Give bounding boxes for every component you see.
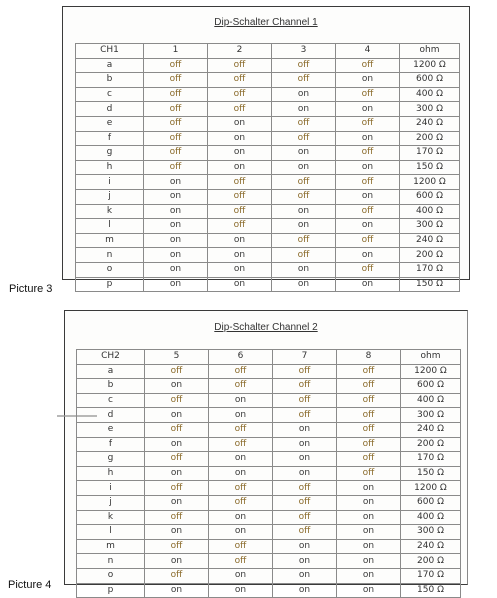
row-label: e bbox=[77, 422, 145, 437]
switch-state: on bbox=[209, 568, 273, 583]
table-row bbox=[77, 510, 461, 525]
switch-state: on bbox=[209, 466, 273, 481]
switch-state: on bbox=[272, 87, 336, 102]
row-label: e bbox=[76, 116, 144, 131]
switch-state: off bbox=[273, 510, 337, 525]
ohm-value: 150 Ω bbox=[400, 277, 460, 292]
switch-state: off bbox=[144, 116, 208, 131]
switch-state: on bbox=[208, 131, 272, 146]
switch-state: off bbox=[145, 422, 209, 437]
switch-state: off bbox=[336, 116, 400, 131]
switch-state: off bbox=[208, 204, 272, 219]
switch-state: off bbox=[337, 408, 401, 423]
table-row bbox=[77, 379, 461, 394]
row-label: c bbox=[77, 393, 145, 408]
ohm-value: 240 Ω bbox=[401, 422, 461, 437]
row-label: j bbox=[77, 495, 145, 510]
switch-state: on bbox=[144, 277, 208, 292]
scan-title-channel-2: Dip-Schalter Channel 2 bbox=[214, 322, 318, 333]
table-row bbox=[77, 422, 461, 437]
table-row bbox=[76, 160, 460, 175]
switch-state: off bbox=[337, 437, 401, 452]
switch-state: on bbox=[273, 422, 337, 437]
ohm-value: 200 Ω bbox=[400, 248, 460, 263]
switch-state: on bbox=[209, 510, 273, 525]
switch-state: on bbox=[144, 189, 208, 204]
caption-picture-4: Picture 4 bbox=[8, 579, 52, 591]
row-label: g bbox=[77, 452, 145, 467]
switch-state: on bbox=[272, 102, 336, 117]
ohm-value: 200 Ω bbox=[400, 131, 460, 146]
switch-state: on bbox=[145, 408, 209, 423]
switch-state: off bbox=[209, 437, 273, 452]
switch-state: off bbox=[144, 73, 208, 88]
switch-state: on bbox=[208, 277, 272, 292]
switch-state: off bbox=[144, 131, 208, 146]
ohm-value: 1200 Ω bbox=[401, 481, 461, 496]
row-label: i bbox=[77, 481, 145, 496]
switch-state: off bbox=[337, 393, 401, 408]
ohm-value: 200 Ω bbox=[401, 437, 461, 452]
switch-state: off bbox=[209, 422, 273, 437]
switch-state: on bbox=[336, 248, 400, 263]
table-row bbox=[77, 466, 461, 481]
scan-title-channel-1: Dip-Schalter Channel 1 bbox=[214, 17, 318, 28]
switch-state: off bbox=[145, 539, 209, 554]
table-row bbox=[76, 248, 460, 263]
switch-state: off bbox=[208, 87, 272, 102]
scan-channel-1 bbox=[62, 6, 470, 289]
ohm-value: 150 Ω bbox=[400, 160, 460, 175]
switch-state: on bbox=[145, 525, 209, 540]
column-header: ohm bbox=[400, 44, 460, 59]
switch-state: on bbox=[144, 175, 208, 190]
switch-state: on bbox=[144, 204, 208, 219]
switch-state: on bbox=[336, 102, 400, 117]
switch-state: on bbox=[145, 554, 209, 569]
ohm-value: 1200 Ω bbox=[400, 58, 460, 73]
caption-picture-3: Picture 3 bbox=[9, 283, 53, 295]
switch-state: on bbox=[208, 116, 272, 131]
row-label: p bbox=[77, 583, 145, 598]
row-label: k bbox=[77, 510, 145, 525]
table-row bbox=[77, 539, 461, 554]
ohm-value: 240 Ω bbox=[400, 116, 460, 131]
switch-state: off bbox=[272, 189, 336, 204]
switch-state: on bbox=[209, 393, 273, 408]
switch-state: off bbox=[273, 525, 337, 540]
row-label: o bbox=[76, 262, 144, 277]
table-row bbox=[77, 452, 461, 467]
row-label: h bbox=[76, 160, 144, 175]
table-row bbox=[77, 554, 461, 569]
switch-state: off bbox=[272, 131, 336, 146]
switch-state: off bbox=[272, 73, 336, 88]
switch-state: off bbox=[273, 481, 337, 496]
row-label: f bbox=[76, 131, 144, 146]
row-label: o bbox=[77, 568, 145, 583]
switch-state: off bbox=[209, 539, 273, 554]
ohm-value: 170 Ω bbox=[401, 568, 461, 583]
row-label: d bbox=[76, 102, 144, 117]
switch-state: off bbox=[144, 146, 208, 161]
row-label: k bbox=[76, 204, 144, 219]
switch-state: off bbox=[209, 495, 273, 510]
switch-state: off bbox=[337, 452, 401, 467]
column-header: 1 bbox=[144, 44, 208, 59]
row-label: a bbox=[77, 364, 145, 379]
switch-state: on bbox=[336, 73, 400, 88]
table-row bbox=[77, 495, 461, 510]
switch-state: on bbox=[209, 452, 273, 467]
switch-state: off bbox=[145, 393, 209, 408]
switch-state: on bbox=[336, 277, 400, 292]
ohm-value: 150 Ω bbox=[401, 466, 461, 481]
switch-state: off bbox=[144, 102, 208, 117]
ohm-value: 170 Ω bbox=[400, 262, 460, 277]
table-row bbox=[77, 481, 461, 496]
switch-state: off bbox=[145, 452, 209, 467]
switch-state: off bbox=[273, 495, 337, 510]
switch-state: on bbox=[272, 262, 336, 277]
dip-table-channel-2 bbox=[76, 349, 461, 598]
column-header: 3 bbox=[272, 44, 336, 59]
switch-state: on bbox=[337, 495, 401, 510]
switch-state: on bbox=[144, 219, 208, 234]
row-label: d bbox=[77, 408, 145, 423]
column-header: 2 bbox=[208, 44, 272, 59]
switch-state: on bbox=[273, 452, 337, 467]
table-row bbox=[76, 146, 460, 161]
switch-state: off bbox=[209, 364, 273, 379]
dip-table-channel-1 bbox=[75, 43, 460, 292]
table-row bbox=[76, 73, 460, 88]
switch-state: on bbox=[272, 146, 336, 161]
table-row bbox=[77, 408, 461, 423]
table-row bbox=[77, 583, 461, 598]
switch-state: on bbox=[145, 495, 209, 510]
table-row bbox=[76, 87, 460, 102]
table-row bbox=[76, 189, 460, 204]
switch-state: on bbox=[272, 277, 336, 292]
switch-state: off bbox=[209, 379, 273, 394]
switch-state: on bbox=[145, 466, 209, 481]
switch-state: on bbox=[337, 525, 401, 540]
table-row bbox=[77, 568, 461, 583]
switch-state: on bbox=[208, 146, 272, 161]
switch-state: on bbox=[272, 204, 336, 219]
ohm-value: 170 Ω bbox=[400, 146, 460, 161]
switch-state: off bbox=[336, 146, 400, 161]
switch-state: on bbox=[144, 262, 208, 277]
switch-state: off bbox=[144, 87, 208, 102]
ohm-value: 170 Ω bbox=[401, 452, 461, 467]
switch-state: off bbox=[145, 364, 209, 379]
switch-state: off bbox=[336, 87, 400, 102]
ohm-value: 600 Ω bbox=[400, 73, 460, 88]
column-header: ohm bbox=[401, 350, 461, 365]
switch-state: on bbox=[273, 554, 337, 569]
row-label: l bbox=[77, 525, 145, 540]
switch-state: on bbox=[209, 525, 273, 540]
switch-state: on bbox=[208, 248, 272, 263]
switch-state: on bbox=[145, 379, 209, 394]
row-label: i bbox=[76, 175, 144, 190]
ohm-value: 1200 Ω bbox=[400, 175, 460, 190]
table-row bbox=[76, 58, 460, 73]
column-header: CH2 bbox=[77, 350, 145, 365]
ohm-value: 400 Ω bbox=[401, 510, 461, 525]
ohm-value: 400 Ω bbox=[400, 204, 460, 219]
row-label: p bbox=[76, 277, 144, 292]
ohm-value: 400 Ω bbox=[401, 393, 461, 408]
switch-state: off bbox=[337, 364, 401, 379]
table-row bbox=[76, 116, 460, 131]
scan-channel-2 bbox=[64, 310, 468, 595]
switch-state: off bbox=[272, 233, 336, 248]
table-header-row bbox=[77, 350, 461, 365]
switch-state: off bbox=[208, 102, 272, 117]
switch-state: on bbox=[336, 189, 400, 204]
switch-state: on bbox=[337, 481, 401, 496]
switch-state: on bbox=[209, 408, 273, 423]
column-header: 5 bbox=[145, 350, 209, 365]
switch-state: on bbox=[337, 554, 401, 569]
table-row bbox=[77, 393, 461, 408]
switch-state: on bbox=[336, 219, 400, 234]
switch-state: off bbox=[336, 175, 400, 190]
ohm-value: 300 Ω bbox=[400, 219, 460, 234]
row-label: m bbox=[77, 539, 145, 554]
row-label: b bbox=[77, 379, 145, 394]
ohm-value: 300 Ω bbox=[400, 102, 460, 117]
switch-state: on bbox=[337, 583, 401, 598]
switch-state: off bbox=[337, 422, 401, 437]
column-header: 8 bbox=[337, 350, 401, 365]
table-row bbox=[76, 262, 460, 277]
row-label: g bbox=[76, 146, 144, 161]
table-row bbox=[76, 219, 460, 234]
ohm-value: 200 Ω bbox=[401, 554, 461, 569]
switch-state: on bbox=[337, 568, 401, 583]
switch-state: off bbox=[337, 379, 401, 394]
switch-state: on bbox=[337, 510, 401, 525]
table-row bbox=[77, 364, 461, 379]
switch-state: on bbox=[273, 568, 337, 583]
row-label: a bbox=[76, 58, 144, 73]
switch-state: on bbox=[273, 583, 337, 598]
switch-state: off bbox=[145, 510, 209, 525]
switch-state: off bbox=[273, 393, 337, 408]
row-label: j bbox=[76, 189, 144, 204]
switch-state: on bbox=[336, 131, 400, 146]
ohm-value: 300 Ω bbox=[401, 408, 461, 423]
switch-state: off bbox=[144, 160, 208, 175]
switch-state: on bbox=[208, 233, 272, 248]
row-label: l bbox=[76, 219, 144, 234]
ohm-value: 240 Ω bbox=[401, 539, 461, 554]
row-label: b bbox=[76, 73, 144, 88]
table-row bbox=[76, 102, 460, 117]
ohm-value: 1200 Ω bbox=[401, 364, 461, 379]
ohm-value: 600 Ω bbox=[401, 495, 461, 510]
row-label: c bbox=[76, 87, 144, 102]
switch-state: off bbox=[273, 408, 337, 423]
switch-state: off bbox=[208, 175, 272, 190]
switch-state: off bbox=[145, 481, 209, 496]
row-label: h bbox=[77, 466, 145, 481]
switch-state: on bbox=[145, 583, 209, 598]
row-label: m bbox=[76, 233, 144, 248]
switch-state: off bbox=[273, 379, 337, 394]
ohm-value: 400 Ω bbox=[400, 87, 460, 102]
switch-state: off bbox=[209, 481, 273, 496]
switch-state: on bbox=[336, 160, 400, 175]
table-row bbox=[76, 277, 460, 292]
ohm-value: 150 Ω bbox=[401, 583, 461, 598]
switch-state: on bbox=[208, 160, 272, 175]
switch-state: off bbox=[273, 364, 337, 379]
row-label: f bbox=[77, 437, 145, 452]
ohm-value: 300 Ω bbox=[401, 525, 461, 540]
row-label: n bbox=[76, 248, 144, 263]
switch-state: on bbox=[273, 437, 337, 452]
switch-state: off bbox=[208, 58, 272, 73]
table-row bbox=[77, 437, 461, 452]
switch-state: off bbox=[208, 219, 272, 234]
table-header-row bbox=[76, 44, 460, 59]
switch-state: on bbox=[272, 160, 336, 175]
switch-state: off bbox=[272, 248, 336, 263]
column-header: 7 bbox=[273, 350, 337, 365]
switch-state: off bbox=[209, 554, 273, 569]
switch-state: off bbox=[272, 116, 336, 131]
switch-state: on bbox=[208, 262, 272, 277]
switch-state: on bbox=[273, 466, 337, 481]
switch-state: off bbox=[272, 175, 336, 190]
ohm-value: 240 Ω bbox=[400, 233, 460, 248]
switch-state: off bbox=[336, 233, 400, 248]
switch-state: on bbox=[273, 539, 337, 554]
switch-state: off bbox=[208, 73, 272, 88]
switch-state: off bbox=[144, 58, 208, 73]
switch-state: on bbox=[209, 583, 273, 598]
ohm-value: 600 Ω bbox=[400, 189, 460, 204]
switch-state: off bbox=[336, 204, 400, 219]
switch-state: on bbox=[145, 437, 209, 452]
switch-state: off bbox=[336, 262, 400, 277]
switch-state: on bbox=[144, 248, 208, 263]
switch-state: on bbox=[337, 539, 401, 554]
table-row bbox=[76, 131, 460, 146]
switch-state: on bbox=[144, 233, 208, 248]
switch-state: off bbox=[145, 568, 209, 583]
table-row bbox=[76, 175, 460, 190]
switch-state: on bbox=[272, 219, 336, 234]
column-header: 4 bbox=[336, 44, 400, 59]
column-header: 6 bbox=[209, 350, 273, 365]
column-header: CH1 bbox=[76, 44, 144, 59]
row-label: n bbox=[77, 554, 145, 569]
switch-state: off bbox=[337, 466, 401, 481]
switch-state: off bbox=[208, 189, 272, 204]
switch-state: off bbox=[336, 58, 400, 73]
table-row bbox=[76, 204, 460, 219]
ohm-value: 600 Ω bbox=[401, 379, 461, 394]
switch-state: off bbox=[272, 58, 336, 73]
table-row bbox=[77, 525, 461, 540]
table-row bbox=[76, 233, 460, 248]
